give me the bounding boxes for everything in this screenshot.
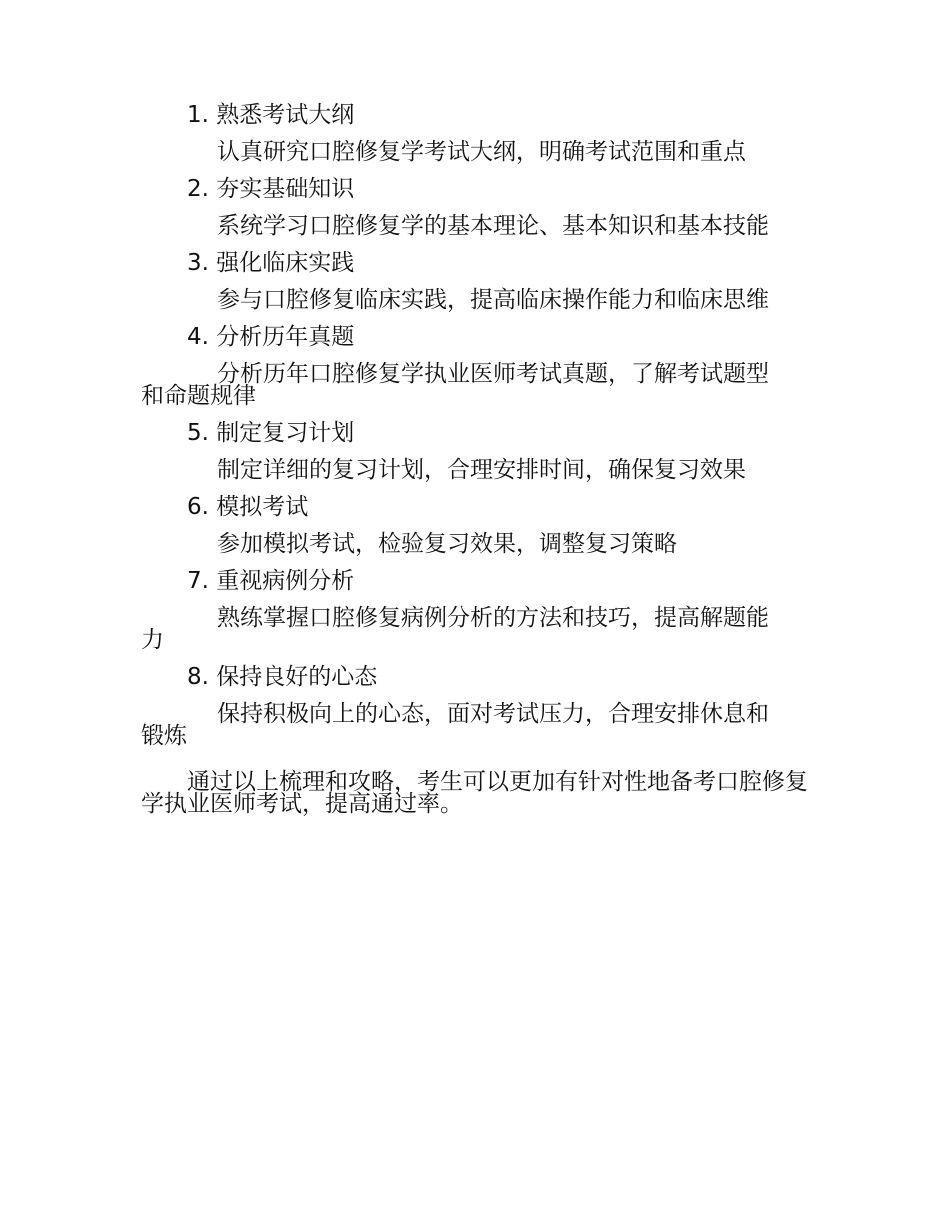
- list-item: [141, 104, 791, 163]
- item-description: 制定详细的复习计划，合理安排时间，确保复习效果: [217, 457, 746, 483]
- item-title: 强化临床实践: [216, 250, 355, 276]
- list-item: [141, 496, 791, 555]
- item-number: 1.: [187, 102, 209, 128]
- item-title: 分析历年真题: [216, 324, 355, 350]
- item-title: 保持良好的心态: [216, 664, 378, 690]
- summary-paragraph: 通过以上梳理和攻略，考生可以更加有针对性地备考口腔修复学执业医师考试，提高通过率。: [141, 769, 808, 817]
- item-description: 保持积极向上的心态，面对考试压力，合理安排休息和锻炼: [141, 701, 769, 749]
- item-number: 2.: [187, 176, 209, 202]
- item-title: 夯实基础知识: [216, 176, 355, 202]
- item-description: 认真研究口腔修复学考试大纲，明确考试范围和重点: [217, 139, 746, 165]
- item-number: 4.: [187, 324, 209, 350]
- item-heading: [187, 666, 791, 688]
- list-item: [141, 422, 791, 481]
- list-item: [141, 252, 791, 311]
- item-heading: [187, 422, 791, 444]
- list-item: [141, 326, 791, 407]
- list-item: [141, 178, 791, 237]
- item-title: 熟悉考试大纲: [216, 102, 355, 128]
- item-heading: [187, 570, 791, 592]
- item-number: 5.: [187, 420, 209, 446]
- item-number: 3.: [187, 250, 209, 276]
- item-heading: [187, 252, 791, 274]
- item-number: 7.: [187, 568, 209, 594]
- item-description: 参与口腔修复临床实践，提高临床操作能力和临床思维: [217, 287, 769, 313]
- list-item: [141, 666, 791, 747]
- item-number: 8.: [187, 664, 209, 690]
- document-body: [141, 102, 808, 817]
- item-description: 参加模拟考试，检验复习效果，调整复习策略: [217, 531, 677, 557]
- item-title: 重视病例分析: [216, 568, 355, 594]
- list-item: [141, 570, 791, 651]
- item-description: 熟练掌握口腔修复病例分析的方法和技巧，提高解题能力: [141, 605, 769, 653]
- item-title: 模拟考试: [216, 494, 309, 520]
- item-title: 制定复习计划: [216, 420, 355, 446]
- item-description: 系统学习口腔修复学的基本理论、基本知识和基本技能: [217, 213, 769, 239]
- item-heading: [187, 104, 791, 126]
- item-heading: [187, 496, 791, 518]
- item-heading: [187, 326, 791, 348]
- item-heading: [187, 178, 791, 200]
- item-description: 分析历年口腔修复学执业医师考试真题，了解考试题型和命题规律: [141, 361, 769, 409]
- item-number: 6.: [187, 494, 209, 520]
